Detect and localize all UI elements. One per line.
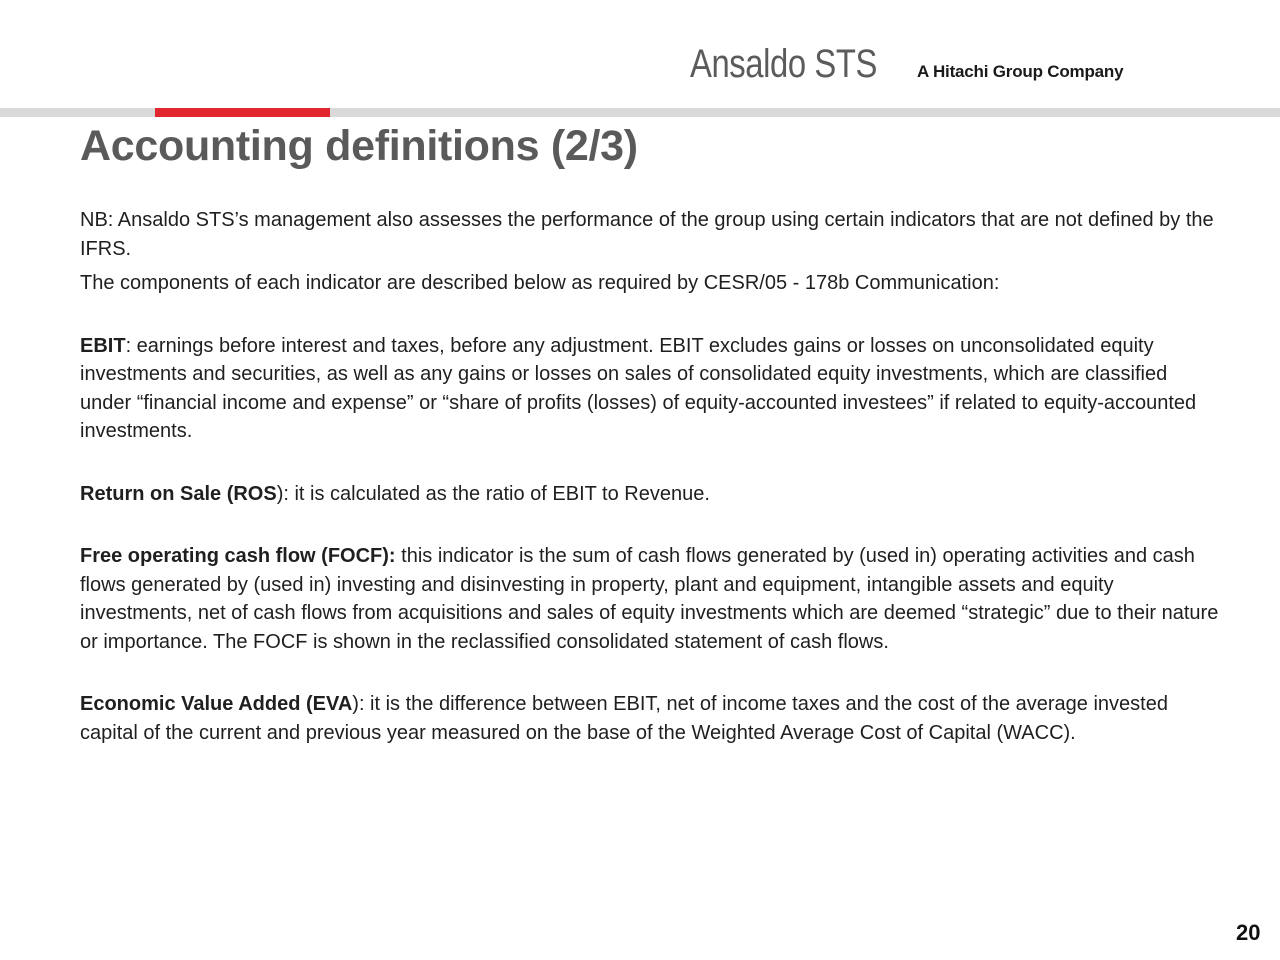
definition-text: : earnings before interest and taxes, before any adjustment. EBIT excludes gains or losses on unconsolidated equity investments and securities, as well as any gains or losses on sales of consolidated equity investments, which are classified under “financial income and expense” or “share of profits (losses) of equity-accounted investees” if related to equity-accounted investments.	[80, 334, 1197, 442]
definition-ebit	[80, 332, 1220, 446]
nb-paragraph	[80, 206, 1220, 263]
definition-term: EBIT	[80, 334, 126, 357]
slide-body	[80, 206, 1220, 747]
definition-term: Return on Sale (ROS	[80, 482, 277, 505]
definition-text: this indicator is the sum of cash flows generated by (used in) operating activities and cash flows generated by (used in) investing and disinvesting in property, plant and equipment, intangible assets and equity investments, net of cash flows from acquisitions and sales of equity investments which are deemed “strategic” due to their nature or importance. The FOCF is shown in the reclassified consolidated statement of cash flows.	[80, 545, 1219, 653]
company-logo	[690, 42, 1123, 87]
definition-term: Economic Value Added (EVA	[80, 693, 353, 715]
nb-label: NB	[80, 209, 108, 231]
components-paragraph: The components of each indicator are described below as required by CESR/05 - 178b Communication:	[80, 272, 1000, 294]
page-number: 20	[1236, 920, 1261, 945]
definition-eva	[80, 690, 1220, 747]
page-title: Accounting definitions (2/3)	[80, 122, 638, 170]
definition-ros	[80, 480, 1220, 509]
header-accent-bar	[155, 108, 330, 117]
nb-text: : Ansaldo STS’s management also assesses the performance of the group using certain indicators that are not defined by the IFRS.	[80, 209, 1214, 260]
logo-wordmark: Ansaldo STS	[690, 42, 877, 86]
definition-text: ): it is calculated as the ratio of EBIT to Revenue.	[276, 482, 710, 505]
logo-tagline: A Hitachi Group Company	[917, 62, 1124, 81]
definition-term: Free operating cash flow (FOCF):	[80, 545, 396, 567]
definition-text: ): it is the difference between EBIT, net of income taxes and the cost of the average invested capital of the current and previous year measured on the base of the Weighted Average Cost of Capital (WACC).	[80, 693, 1168, 744]
definition-focf	[80, 542, 1220, 656]
